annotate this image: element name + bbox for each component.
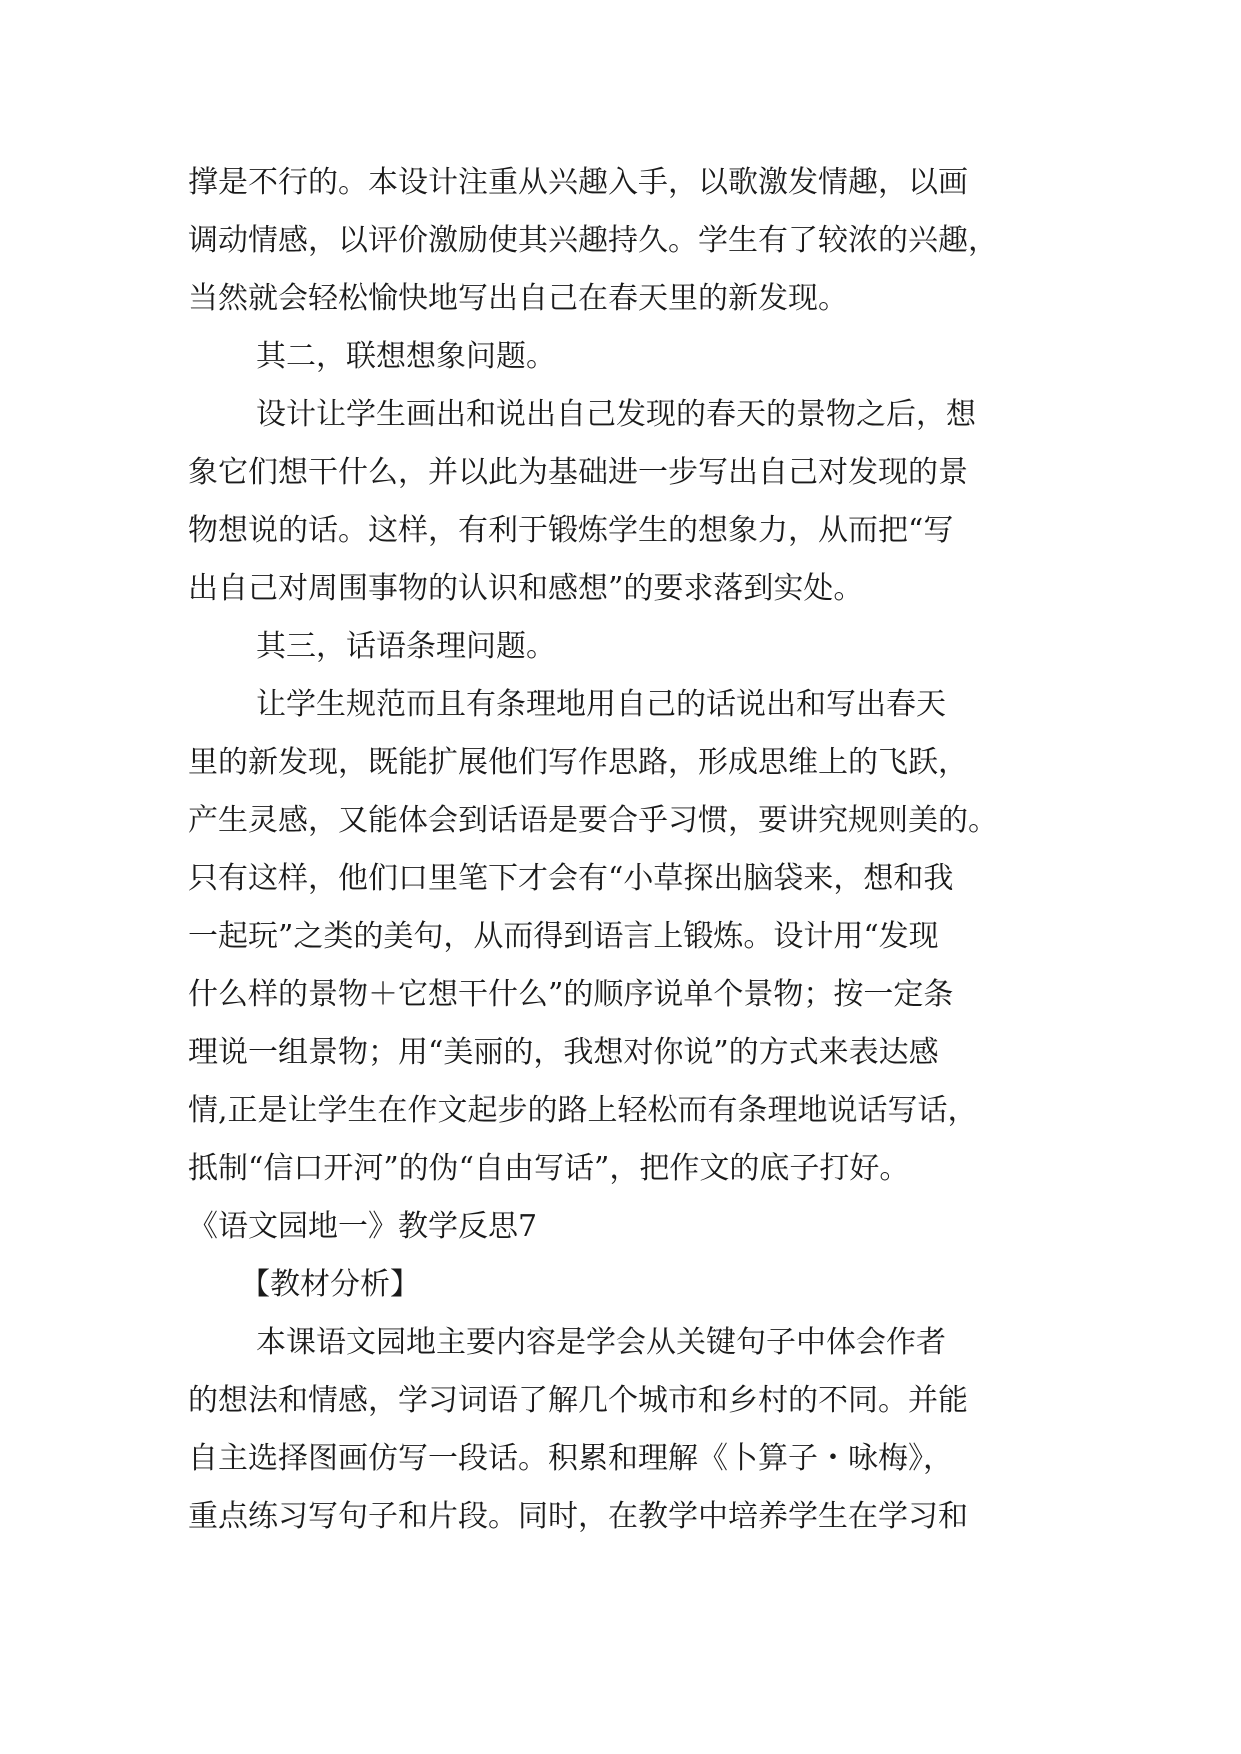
line-text: 理说一组景物；用“美丽的，我想对你说”的方式来表达感 [188, 1035, 939, 1070]
text-line [0, 501, 1241, 561]
text-line [0, 1023, 1241, 1083]
text-line [0, 211, 1241, 271]
line-text: 象它们想干什么，并以此为基础进一步写出自己对发现的景 [188, 455, 968, 490]
section-heading [0, 327, 1241, 387]
line-text: 物想说的话。这样，有利于锻炼学生的想象力，从而把“写 [188, 513, 954, 548]
text-line [0, 1371, 1241, 1431]
line-text: 调动情感，以评价激励使其兴趣持久。学生有了较浓的兴趣， [188, 223, 998, 258]
line-text: 抵制“信口开河”的伪“自由写话”，把作文的底子打好。 [188, 1151, 910, 1186]
text-line [0, 1429, 1241, 1489]
text-line [0, 907, 1241, 967]
text-line [0, 675, 1241, 735]
text-line [0, 153, 1241, 213]
document-title [0, 1197, 1241, 1257]
line-text: 让学生规范而且有条理地用自己的话说出和写出春天 [256, 687, 946, 722]
line-text: 产生灵感，又能体会到话语是要合乎习惯，要讲究规则美的。 [188, 803, 998, 838]
line-text: 重点练习写句子和片段。同时，在教学中培养学生在学习和 [188, 1499, 968, 1534]
text-line [0, 443, 1241, 503]
line-text: 的想法和情感，学习词语了解几个城市和乡村的不同。并能 [188, 1383, 968, 1418]
text-line [0, 1487, 1241, 1547]
line-text: 一起玩”之类的美句，从而得到语言上锻炼。设计用“发现 [188, 919, 939, 954]
text-line [0, 791, 1241, 851]
line-text: 撑是不行的。本设计注重从兴趣入手，以歌激发情趣，以画 [188, 165, 968, 200]
text-line [0, 559, 1241, 619]
text-line [0, 1313, 1241, 1373]
line-text: 其三，话语条理问题。 [256, 629, 556, 664]
text-line [0, 385, 1241, 445]
line-text: 《语文园地一》教学反思7 [188, 1209, 538, 1244]
line-text: 里的新发现，既能扩展他们写作思路，形成思维上的飞跃， [188, 745, 968, 780]
text-line [0, 849, 1241, 909]
line-text: 只有这样，他们口里笔下才会有“小草探出脑袋来，想和我 [188, 861, 954, 896]
text-line [0, 1139, 1241, 1199]
section-heading [0, 1255, 1241, 1315]
line-text: 其二，联想想象问题。 [256, 339, 556, 374]
line-text: 本课语文园地主要内容是学会从关键句子中体会作者 [256, 1325, 946, 1360]
text-line [0, 965, 1241, 1025]
line-text: 【教材分析】 [240, 1267, 420, 1302]
line-text: 情,正是让学生在作文起步的路上轻松而有条理地说话写话， [188, 1093, 978, 1128]
text-line [0, 1081, 1241, 1141]
line-text: 什么样的景物＋它想干什么”的顺序说单个景物；按一定条 [188, 977, 954, 1012]
line-text: 自主选择图画仿写一段话。积累和理解《卜算子・咏梅》， [188, 1441, 953, 1476]
text-line [0, 733, 1241, 793]
line-text: 设计让学生画出和说出自己发现的春天的景物之后，想 [256, 397, 976, 432]
text-line [0, 269, 1241, 329]
line-text: 出自己对周围事物的认识和感想”的要求落到实处。 [188, 571, 864, 606]
line-text: 当然就会轻松愉快地写出自己在春天里的新发现。 [188, 281, 848, 316]
section-heading [0, 617, 1241, 677]
